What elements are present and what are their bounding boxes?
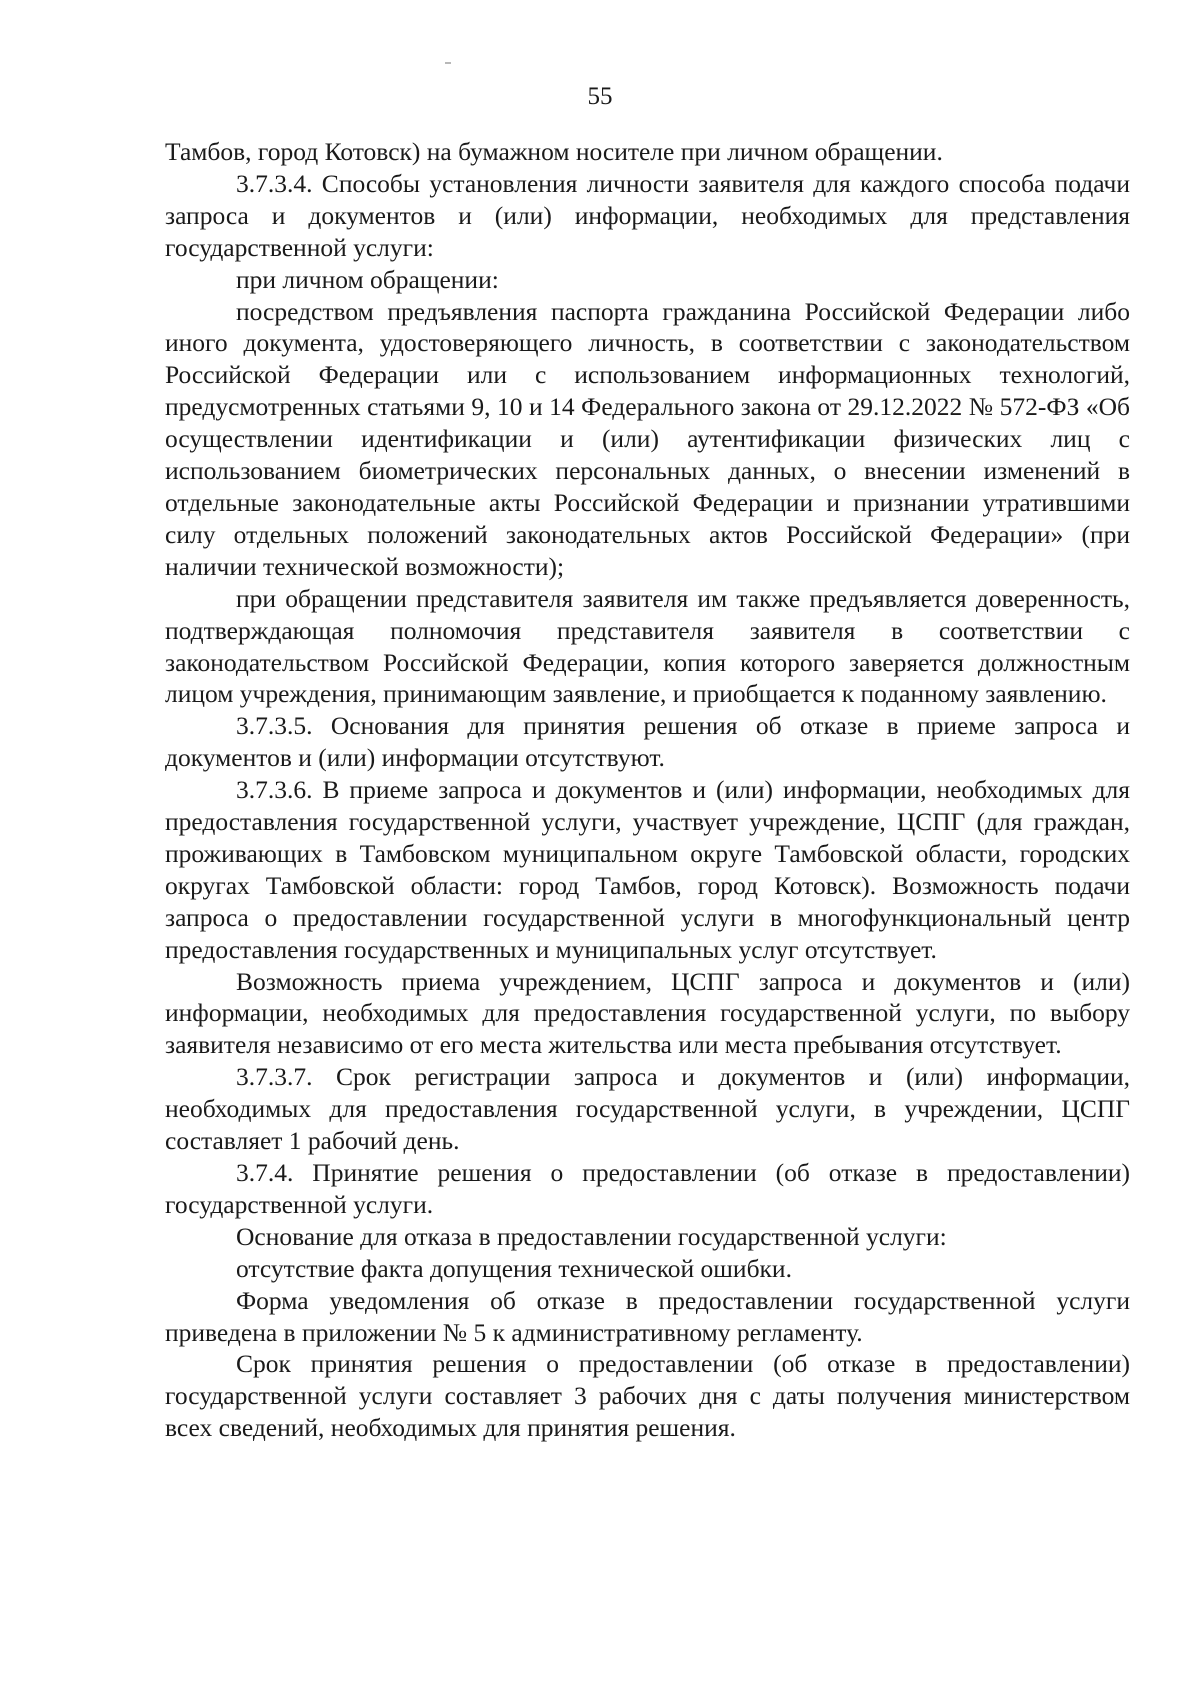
paragraph-representative: при обращении представителя заявителя им также предъявляется доверенность, подтверждающая полномочия представителя заявителя в соответствии с законодательством Российской Федерации, копия которого заверяется должностным лицом учреждения, принимающим заявление, и приобщается к поданному заявлению. (165, 583, 1130, 709)
body-text (165, 136, 1130, 1444)
paragraph-personal-appeal: при личном обращении: (236, 264, 499, 294)
paragraph-notification-form: Форма уведомления об отказе в предоставлении государственной услуги приведена в приложении № 5 к административному регламенту. (165, 1285, 1130, 1347)
paragraph-3-7-3-6: 3.7.3.6. В приеме запроса и документов и (или) информации, необходимых для предоставления государственной услуги, участвует учреждение, ЦСПГ (для граждан, проживающих в Тамбовском муниципальном округе Тамбовской области, городских округах Тамбовской области: город Тамбов, город Котовск). Возможность подачи запроса о предоставлении государственной услуги в многофункциональный центр предоставления государственных и муниципальных услуг отсутствует. (165, 775, 1130, 964)
paragraph-decision-term: Срок принятия решения о предоставлении (об отказе в предоставлении) государственной услуги составляет 3 рабочих дня с даты получения министерством всех сведений, необходимых для принятия решения. (165, 1349, 1130, 1443)
paragraph-passport: посредством предъявления паспорта гражданина Российской Федерации либо иного документа, удостоверяющего личность, в соответствии с законодательством Российской Федерации или с использованием информационных технологий, предусмотренных статьями 9, 10 и 14 Федерального закона от 29.12.2022 № 572-ФЗ «Об осуществлении идентификации и (или) аутентификации физических лиц с использованием биометрических персональных данных, о внесении изменений в отдельные законодательные акты Российской Федерации и признании утратившими силу отдельных положений законодательных актов Российской Федерации» (при наличии технической возможности); (165, 296, 1130, 581)
page-number: 55 (587, 83, 613, 110)
paragraph-3-7-3-4: 3.7.3.4. Способы установления личности заявителя для каждого способа подачи запроса и документов и (или) информации, необходимых для представления государственной услуги: (165, 168, 1130, 262)
paragraph-refusal-basis: Основание для отказа в предоставлении государственной услуги: (236, 1221, 947, 1251)
paragraph-3-7-4: 3.7.4. Принятие решения о предоставлении (об отказе в предоставлении) государственной услуги. (165, 1158, 1130, 1219)
paragraph-continuation: Тамбов, город Котовск) на бумажном носителе при личном обращении. (165, 137, 943, 166)
paragraph-3-7-3-7: 3.7.3.7. Срок регистрации запроса и документов и (или) информации, необходимых для предоставления государственной услуги, в учреждении, ЦСПГ составляет 1 рабочий день. (165, 1062, 1130, 1156)
paragraph-no-technical-error: отсутствие факта допущения технической ошибки. (236, 1253, 792, 1283)
paragraph-3-7-3-5: 3.7.3.5. Основания для принятия решения об отказе в приеме запроса и документов и (или) информации отсутствуют. (165, 711, 1130, 773)
paragraph-acceptance-possibility: Возможность приема учреждением, ЦСПГ запроса и документов и (или) информации, необходимых для предоставления государственной услуги, по выбору заявителя независимо от его места жительства или места пребывания отсутствует. (165, 966, 1130, 1060)
scan-artifact (445, 62, 451, 64)
